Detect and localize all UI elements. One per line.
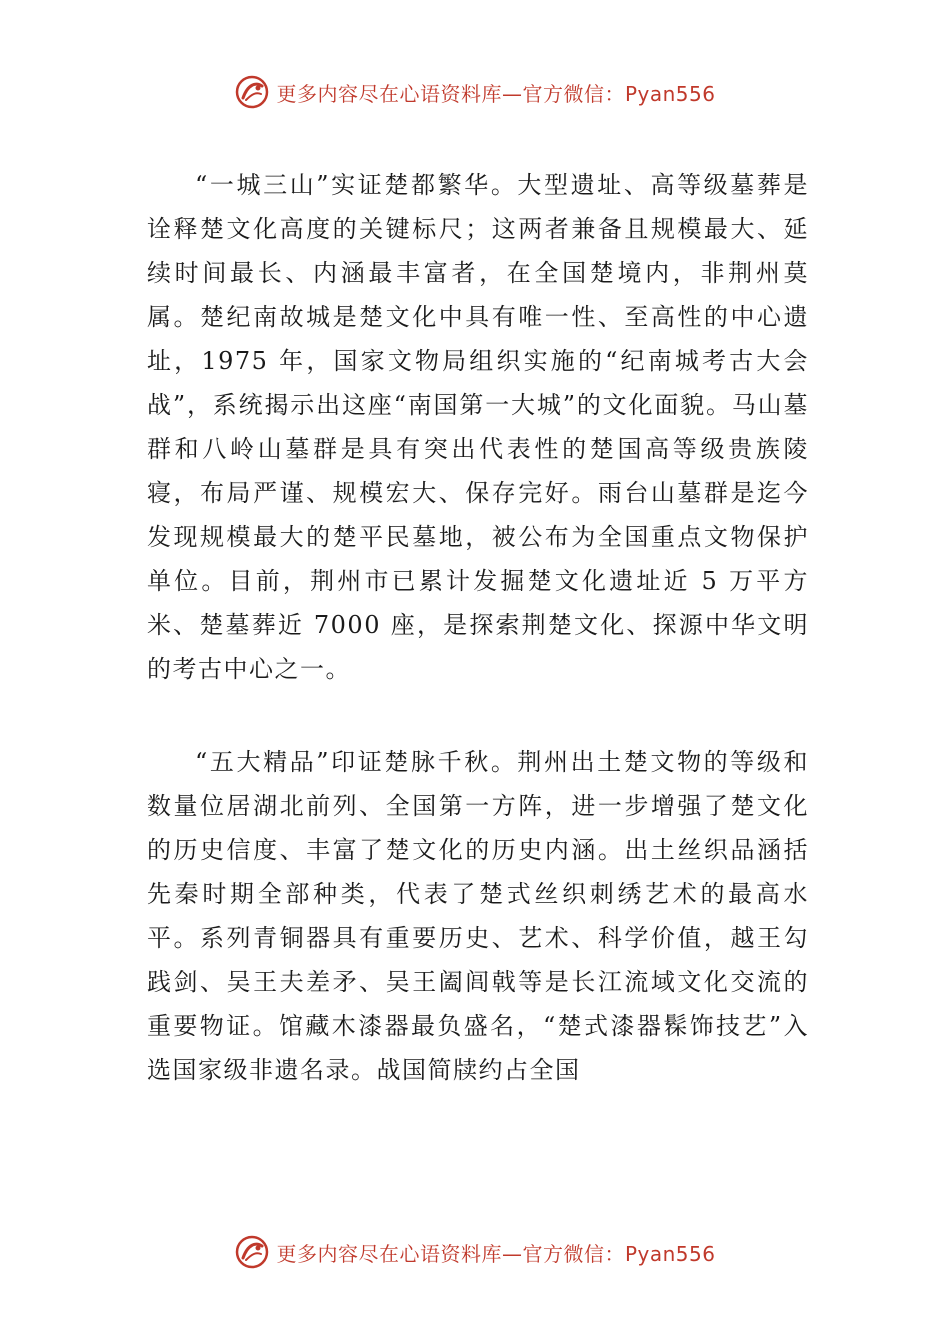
header-watermark-text: 更多内容尽在心语资料库—官方微信：Pyan556 bbox=[276, 81, 716, 106]
header-watermark bbox=[0, 70, 950, 114]
seal-logo-icon bbox=[234, 74, 270, 110]
footer-watermark bbox=[0, 1230, 950, 1274]
body-paragraph-1: “一城三山”实证楚都繁华。大型遗址、高等级墓葬是诠释楚文化高度的关键标尺；这两者兼备且规模最大、延续时间最长、内涵最丰富者，在全国楚境内，非荆州莫属。楚纪南故城是楚文化中具有唯一性、至高性的中心遗址，1975 年，国家文物局组织实施的“纪南城考古大会战”，系统揭示出这座“南国第一大城”的文化面貌。马山墓群和八岭山墓群是具有突出代表性的楚国高等级贵族陵寝，布局严谨、规模宏大、保存完好。雨台山墓群是迄今发现规模最大的楚平民墓地，被公布为全国重点文物保护单位。目前，荆州市已累计发掘楚文化遗址近 5 万平方米、楚墓葬近 7000 座，是探索荆楚文化、探源中华文明的考古中心之一。 bbox=[147, 171, 809, 683]
seal-logo-icon bbox=[234, 1234, 270, 1270]
footer-watermark-text: 更多内容尽在心语资料库—官方微信：Pyan556 bbox=[276, 1241, 716, 1266]
body-paragraph-2: “五大精品”印证楚脉千秋。荆州出土楚文物的等级和数量位居湖北前列、全国第一方阵，进一步增强了楚文化的历史信度、丰富了楚文化的历史内涵。出土丝织品涵括先秦时期全部种类，代表了楚式丝织刺绣艺术的最高水平。系列青铜器具有重要历史、艺术、科学价值，越王勾践剑、吴王夫差矛、吴王阖闾戟等是长江流域文化交流的重要物证。馆藏木漆器最负盛名，“楚式漆器髹饰技艺”入选国家级非遗名录。战国简牍约占全国 bbox=[147, 748, 809, 1084]
